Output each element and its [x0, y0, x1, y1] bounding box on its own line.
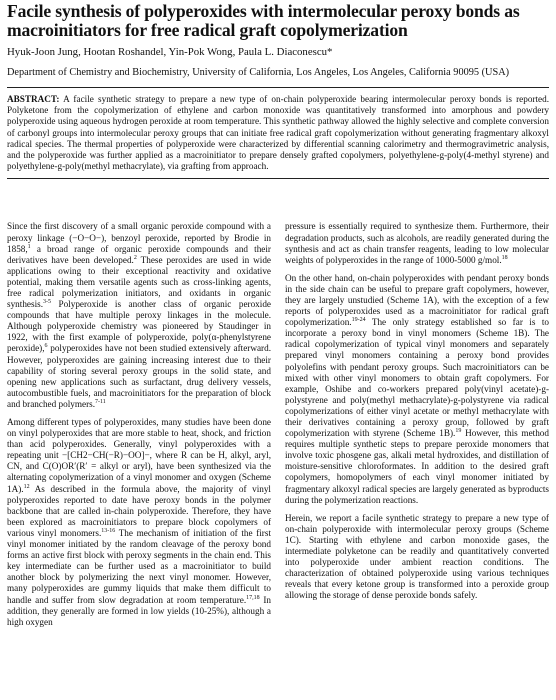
text-run: Polyperoxide is another class of organic peroxide compounds that have multiple peroxy linkages in the molecule. Although polyperoxide chemistry was pioneered by Staudinger in 1922, with the first example of polyperoxide, poly(α-phenylstyrene peroxide), [7, 299, 271, 354]
abstract-label: ABSTRACT: [7, 94, 60, 104]
citation: 13-16 [101, 527, 116, 534]
text-run: Among different types of polyperoxides, many studies have been done on vinyl polyperoxides that are more stable to heat, shock, and friction than acid polyperoxides. Generally, vinyl polyperoxides with a repeating unit −[CH2−CH(−R)−OO]−, where R can be H, alkyl, aryl, CN, and C(O)OR′(R′ = alkyl or aryl), have been synthesized via the alternating copolymerization of a vinyl monomer and oxygen (Scheme 1A). [7, 417, 271, 494]
affiliation: Department of Chemistry and Biochemistry, University of California, Los Angeles, Los Angeles, California 90095 (USA) [7, 67, 510, 78]
citation: 17,18 [246, 594, 260, 601]
text-run: pressure is essentially required to synthesize them. Furthermore, their degradation products, such as alcohols, are readily generated during the synthesis and act as chain transfer reagents, leading to low molecular weights of polyperoxides in the range of 1000-5000 g/mol. [285, 221, 549, 265]
author-list: Hyuk-Joon Jung, Hootan Roshandel, Yin-Pok Wong, Paula L. Diaconescu* [7, 46, 333, 58]
text-run: On the other hand, on-chain polyperoxides with pendant peroxy bonds in the side chain can be useful to prepare graft copolymers, however, they are largely unstudied (Scheme 1A), with the exception of a few reports of polyperoxides used as a macroinitiator for radical graft copolymerization. [285, 272, 549, 328]
left-column [7, 221, 271, 634]
intro-paragraph-4 [285, 273, 549, 506]
intro-paragraph-5 [285, 513, 549, 602]
text-run: The mechanism of initiation of the first vinyl monomer initiated by the random cleavage of the peroxy bond forms an active first block with peroxy segments in the chain end. This key intermediate can be further used as a macroinitiator to build another block by polymerizing the next vinyl monomer. However, many polyperoxides are gummy liquids that make them difficult to handle and suffer from slow degradation at room temperature. [7, 527, 271, 605]
text-run: polyperoxides have not been studied extensively afterward. However, polyperoxides are gaining increasing interest due to their capability of storing several peroxy groups in the solid state, and opening new applications such as surfactant, drug delivery vessels, autocombustible fuels, and macroinitiators for the preparation of block and branched polymers. [7, 343, 271, 409]
citation: 18 [501, 254, 508, 261]
text-run: As described in the formula above, the majority of vinyl polyperoxides reported to date have peroxy bonds in the polymer backbone that are called in-chain polyperoxide. Therefore, they have been explored as macroinitiators to prepare block copolymers of various vinyl monomers. [7, 483, 271, 538]
citation: 19 [455, 428, 462, 435]
abstract [7, 94, 549, 179]
intro-paragraph-3 [285, 221, 549, 265]
citation: 1 [27, 243, 31, 250]
citation: 6 [44, 343, 48, 350]
intro-paragraph-1 [7, 221, 271, 410]
citation: 7-11 [95, 398, 106, 405]
paper-title: Facile synthesis of polyperoxides with intermolecular peroxy bonds as macroinitiators for free radical graft copolymerization [7, 1, 520, 40]
text-run: The only strategy established so far is to incorporate a peroxy bond in vinyl monomers (Scheme 1B). The radical copolymerization of typical vinyl monomers and separately prepared vinyl monomers containing a peroxy bond provides polyolefins with pendant peroxy groups. Such macroinitiators can be mixed with other vinyl monomers to obtain graft copolymers. For example, Oshibe and co-workers prepared poly(vinyl acetate)-g-polystyrene and poly(methyl methacrylate)-g-polystyrene via radical copolymerizations of either vinyl acetate or methyl methacrylate with their derivatives containing a peroxy group, followed by graft copolymerization with styrene (Scheme 1B). [285, 317, 549, 439]
text-run: In addition, they generally are formed in low yields (10-25%), although a high oxygen [7, 594, 271, 627]
text-run: However, this method requires multiple synthetic steps to prepare peroxide monomers that involve toxic phosgene gas, alkali metal hydroxides, and distillation of moisture-sensitive chloroformates. In addition to the desired graft copolymers, homopolymers of each vinyl monomer initiated by fragmentary alkoxyl radical species are largely generated as byproducts during the polymerization reactions. [285, 428, 549, 505]
citation: 2 [133, 254, 137, 261]
text-run: Herein, we report a facile synthetic strategy to prepare a new type of on-chain polyperoxide with intermolecular peroxy groups (Scheme 1C). Starting with ethylene and carbon monoxide gases, the intermediate polyketone can be readily and quantitatively converted into polyperoxide under ambient reaction conditions. The characterization of obtained polyperoxide using various techniques reveals that every ketone group is transformed into a peroxide group allowing the storage of dense peroxide bonds safely. [285, 512, 549, 601]
citation: 3-5 [43, 299, 51, 306]
citation: 19-24 [351, 317, 366, 324]
header-divider [7, 87, 549, 88]
body-columns [7, 221, 549, 634]
abstract-text: A facile synthetic strategy to prepare a new type of on-chain polyperoxide bearing intermolecular peroxy bonds is reported. Polyketone from the copolymerization of ethylene and carbon monoxide was quantitatively transformed into amorphous and powdery polyperoxide using aqueous hydrogen peroxide at room temperature. This synthetic pathway allowed the highly selective and complete conversion of carbonyl groups into intermolecular peroxy groups that can initiate free radical graft copolymerization without generating fragmentary alkoxyl radical species. The thermal properties of polyperoxide were characterized by differential scanning calorimetry and thermogravimetric analysis, and the polyperoxide was further applied as a macroinitiator to prepare densely grafted copolymers, polyethylene-g-poly(4-methyl styrene) and polyethylene-g-poly(methyl methacrylate), via grafting from approach. [7, 94, 549, 172]
right-column [285, 221, 549, 634]
text-run: These peroxides are used in wide applications owing to their exceptional reactivity and oxidative potential, making them versatile agents such as cross-linking agents, free radical polymerization initiators, and oxidants in organic synthesis. [7, 254, 271, 310]
citation: 12 [23, 483, 30, 490]
text-run: a broad range of organic peroxide compounds and their derivatives have been developed. [7, 243, 271, 265]
text-run: Since the first discovery of a small organic peroxide compound with a peroxy linkage (−O−O−), benzoyl peroxide, reported by Brodie in 1858, [7, 221, 271, 254]
intro-paragraph-2 [7, 417, 271, 628]
